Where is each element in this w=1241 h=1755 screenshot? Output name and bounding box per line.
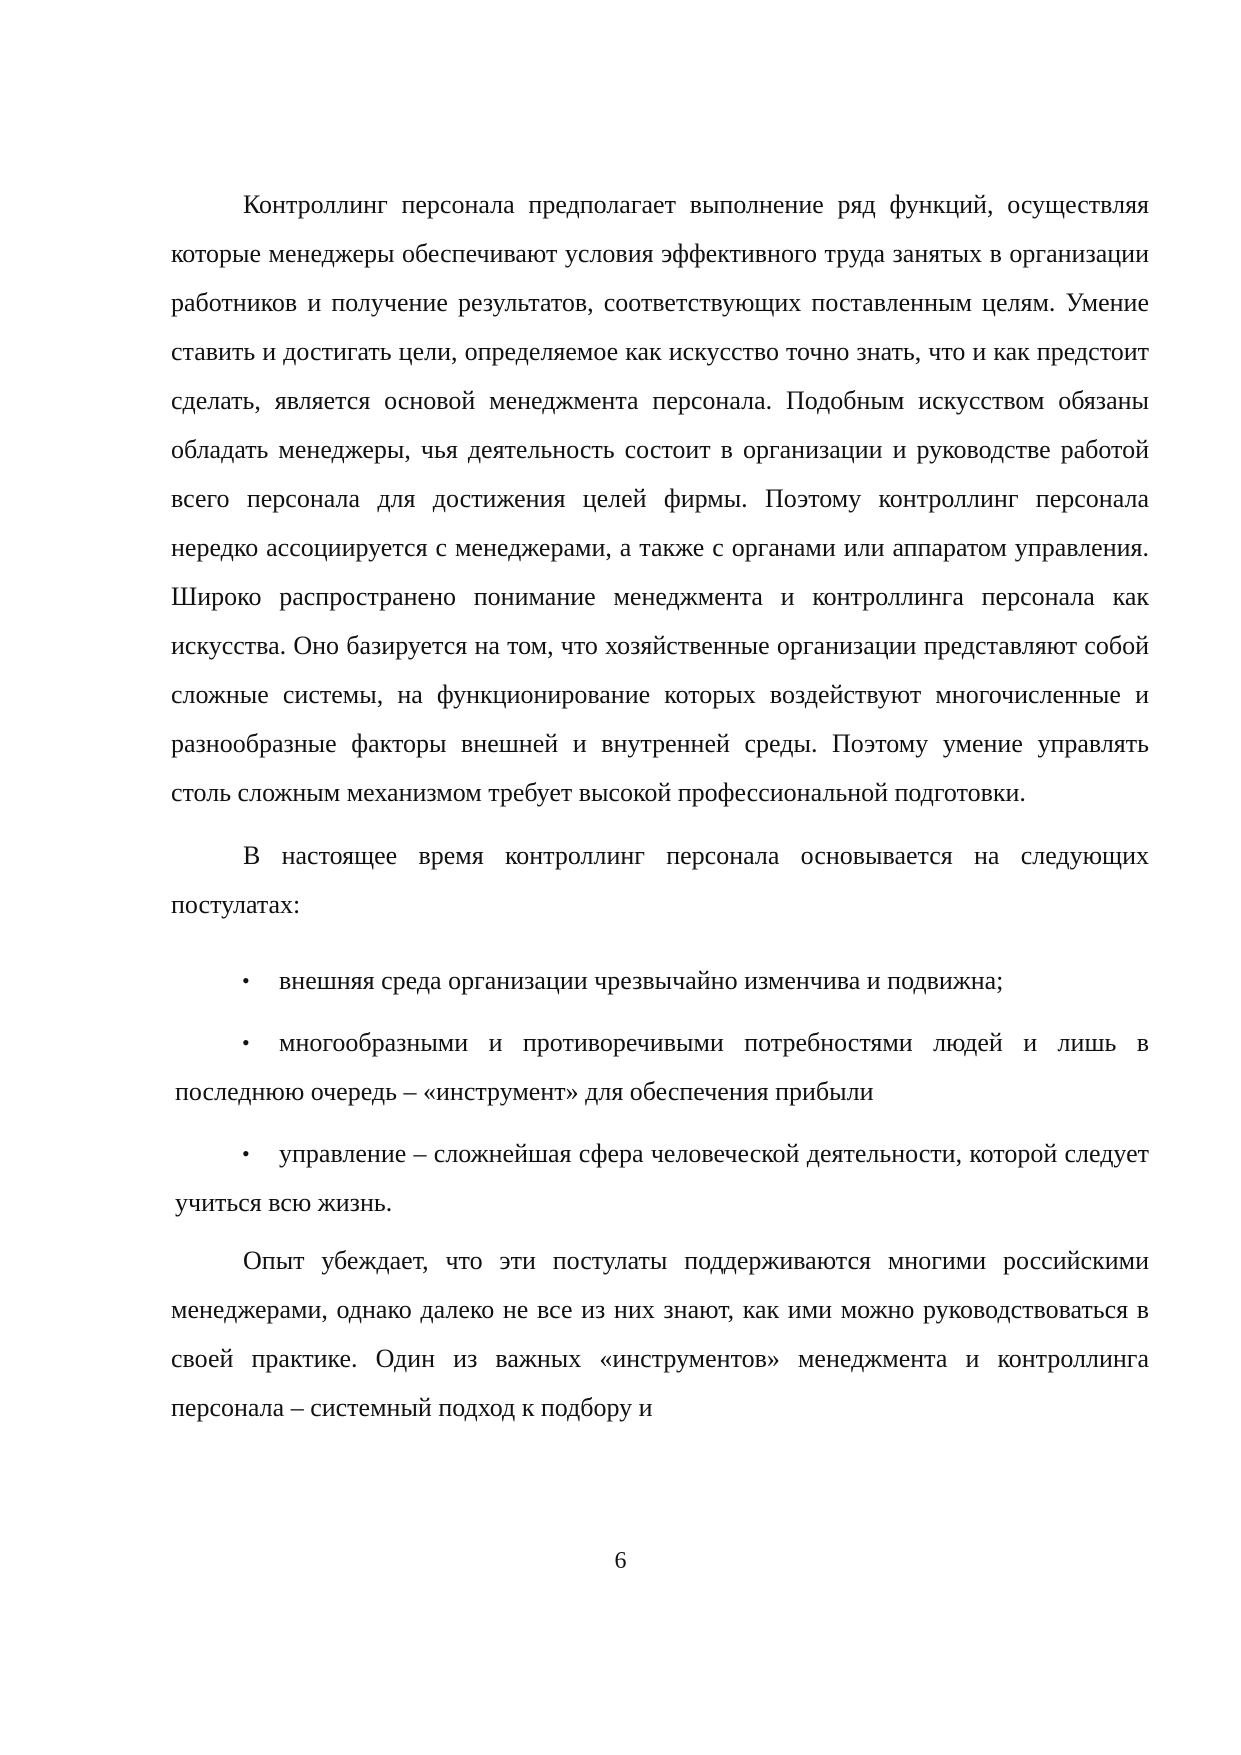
- paragraph-experience: Опыт убеждает, что эти постулаты поддерживаются многими российскими менеджерами, однако далеко не все из них знают, как ими можно руководствоваться в своей практике. Один из важных «инструментов» менеджмента и контроллинга персонала – системный подход к подбору и: [171, 1246, 1149, 1422]
- list-item-text: внешняя среда организации чрезвычайно изменчива и подвижна;: [279, 966, 1004, 995]
- list-item: [171, 1018, 1149, 1116]
- list-item-text: управление – сложнейшая сфера человеческой деятельности, которой следует учиться всю жизнь.: [175, 1139, 1149, 1217]
- list-item: [171, 956, 1149, 1005]
- paragraph-controlling-functions: Контроллинг персонала предполагает выполнение ряд функций, осуществляя которые менеджеры обеспечивают условия эффективного труда занятых в организации работников и получение результатов, соответствующих поставленным целям. Умение ставить и достигать цели, определяемое как искусство точно знать, что и как предстоит сделать, является основой менеджмента персонала. Подобным искусством обязаны обладать менеджеры, чья деятельность состоит в организации и руководстве работой всего персонала для достижения целей фирмы. Поэтому контроллинг персонала нередко ассоциируется с менеджерами, а также с органами или аппаратом управления. Широко распространено понимание менеджмента и контроллинга персонала как искусства. Оно базируется на том, что хозяйственные организации представляют собой сложные системы, на функционирование которых воздействуют многочисленные и разнообразные факторы внешней и внутренней среды. Поэтому умение управлять столь сложным механизмом требует высокой профессиональной подготовки.: [171, 190, 1149, 807]
- bullet-icon: •: [242, 1030, 250, 1055]
- page-number: 6: [614, 1548, 627, 1574]
- paragraph-postulates-intro: В настоящее время контроллинг персонала основывается на следующих постулатах:: [171, 841, 1149, 919]
- postulates-list: [171, 956, 1149, 1227]
- bullet-icon: •: [242, 968, 250, 993]
- page-body: [171, 180, 1149, 1432]
- list-item: [171, 1129, 1149, 1227]
- list-item-text: многообразными и противоречивыми потребностями людей и лишь в последнюю очередь – «инструмент» для обеспечения прибыли: [175, 1028, 1149, 1106]
- bullet-icon: •: [242, 1141, 250, 1166]
